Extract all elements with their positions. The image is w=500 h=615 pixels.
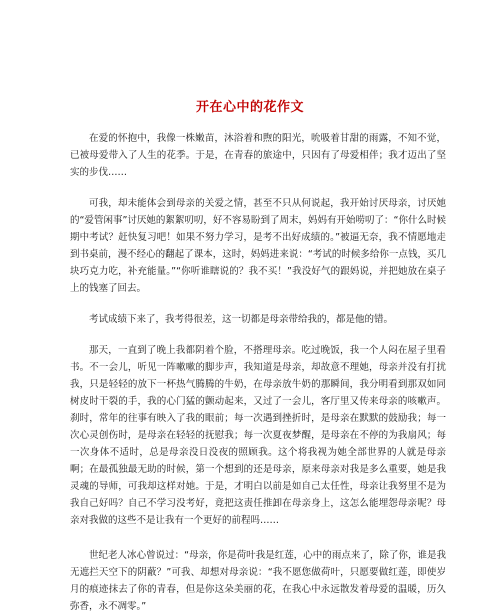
paragraph-2: 可我，却未能体会到母亲的关爱之情，甚至不只从何说起，我开始讨厌母亲，讨厌她的“爱管闲事”讨厌她的絮絮叨叨，好不容易盼到了周末，妈妈有开始唠叨了：“你什么时候期中考试？赶快复习吧！如果不努力学习，是考不出好成绩的。”被逼无奈，我不情愿地走到书桌前，漫不经心的翻起了课本，这时，妈妈进来说：“考试的时候多给你一点钱，买几块巧克力吃，补充能量。”“你听谁瞎说的？我不买！”我没好气的跟妈说，并把她放在桌子上的钱塞了回去。 (70, 198, 446, 294)
paragraph-5: 世纪老人冰心曾说过：“母亲，你是荷叶我是红莲，心中的雨点来了，除了你，谁是我无遮拦天空下的阴蔽？”可我、却想对母亲说：“我不愿您做荷叶，只愿要做红莲，即使岁月的痕迹抹去了你的青春，但是你这朵美丽的花，在我心中永远散发着母爱的温暖，历久弥香，永不凋零。” (70, 550, 446, 612)
paragraph-3: 考试成绩下来了，我考得很差，这一切都是母亲带给我的，都是他的错。 (89, 314, 394, 325)
document-title: 开在心中的花作文 (195, 100, 304, 115)
paragraph-4: 那天，一直到了晚上我都阴着个脸，不搭理母亲。吃过晚饭，我一个人闷在屋子里看书。不一会儿，听见一阵嗽嗽的脚步声，我知道是母亲，却故意不理她，母亲并没有打扰我，只是轻轻的放下一杯热气腾腾的牛奶，在母亲放牛奶的那瞬间，我分明看到那双如同树皮时干裂的手，我的心门猛的颤动起来，又过了一会儿，客厅里又传来母亲的咳嗽声。刹时，常年的往事有映入了我的眼前；每一次遇到挫折时，是母亲在默默的鼓励我；每一次心灵创伤时，是母亲在轻轻的抚慰我；每一次夏夜梦醒，是母亲在不停的为我扇风；每一次身体不适时，总是母亲没日没夜的照顾我。这个将我视为她全部世界的人就是母亲啊；在最孤独最无助的时候，第一个想到的还是母亲，原来母亲对我是多么重要，她是我灵魂的导师，可我却这样对她。于是，才明白以前是如自己太任性，母亲让我努里不是为我自己好吗？自己不学习没考好，竟把这责任推卸在母亲身上，这怎么能埋怨母亲呢？母亲对我做的这些不是让我有一个更好的前程吗…… (70, 345, 446, 526)
paragraph-1: 在爱的怀抱中，我像一株嫩苗，沐浴着和煦的阳光，吮吸着甘甜的雨露，不知不觉，已被母爱带入了人生的花季。于是，在青春的旅途中，只因有了母爱相伴；我才迈出了坚实的步伐…… (70, 133, 446, 178)
document-body (70, 130, 446, 615)
